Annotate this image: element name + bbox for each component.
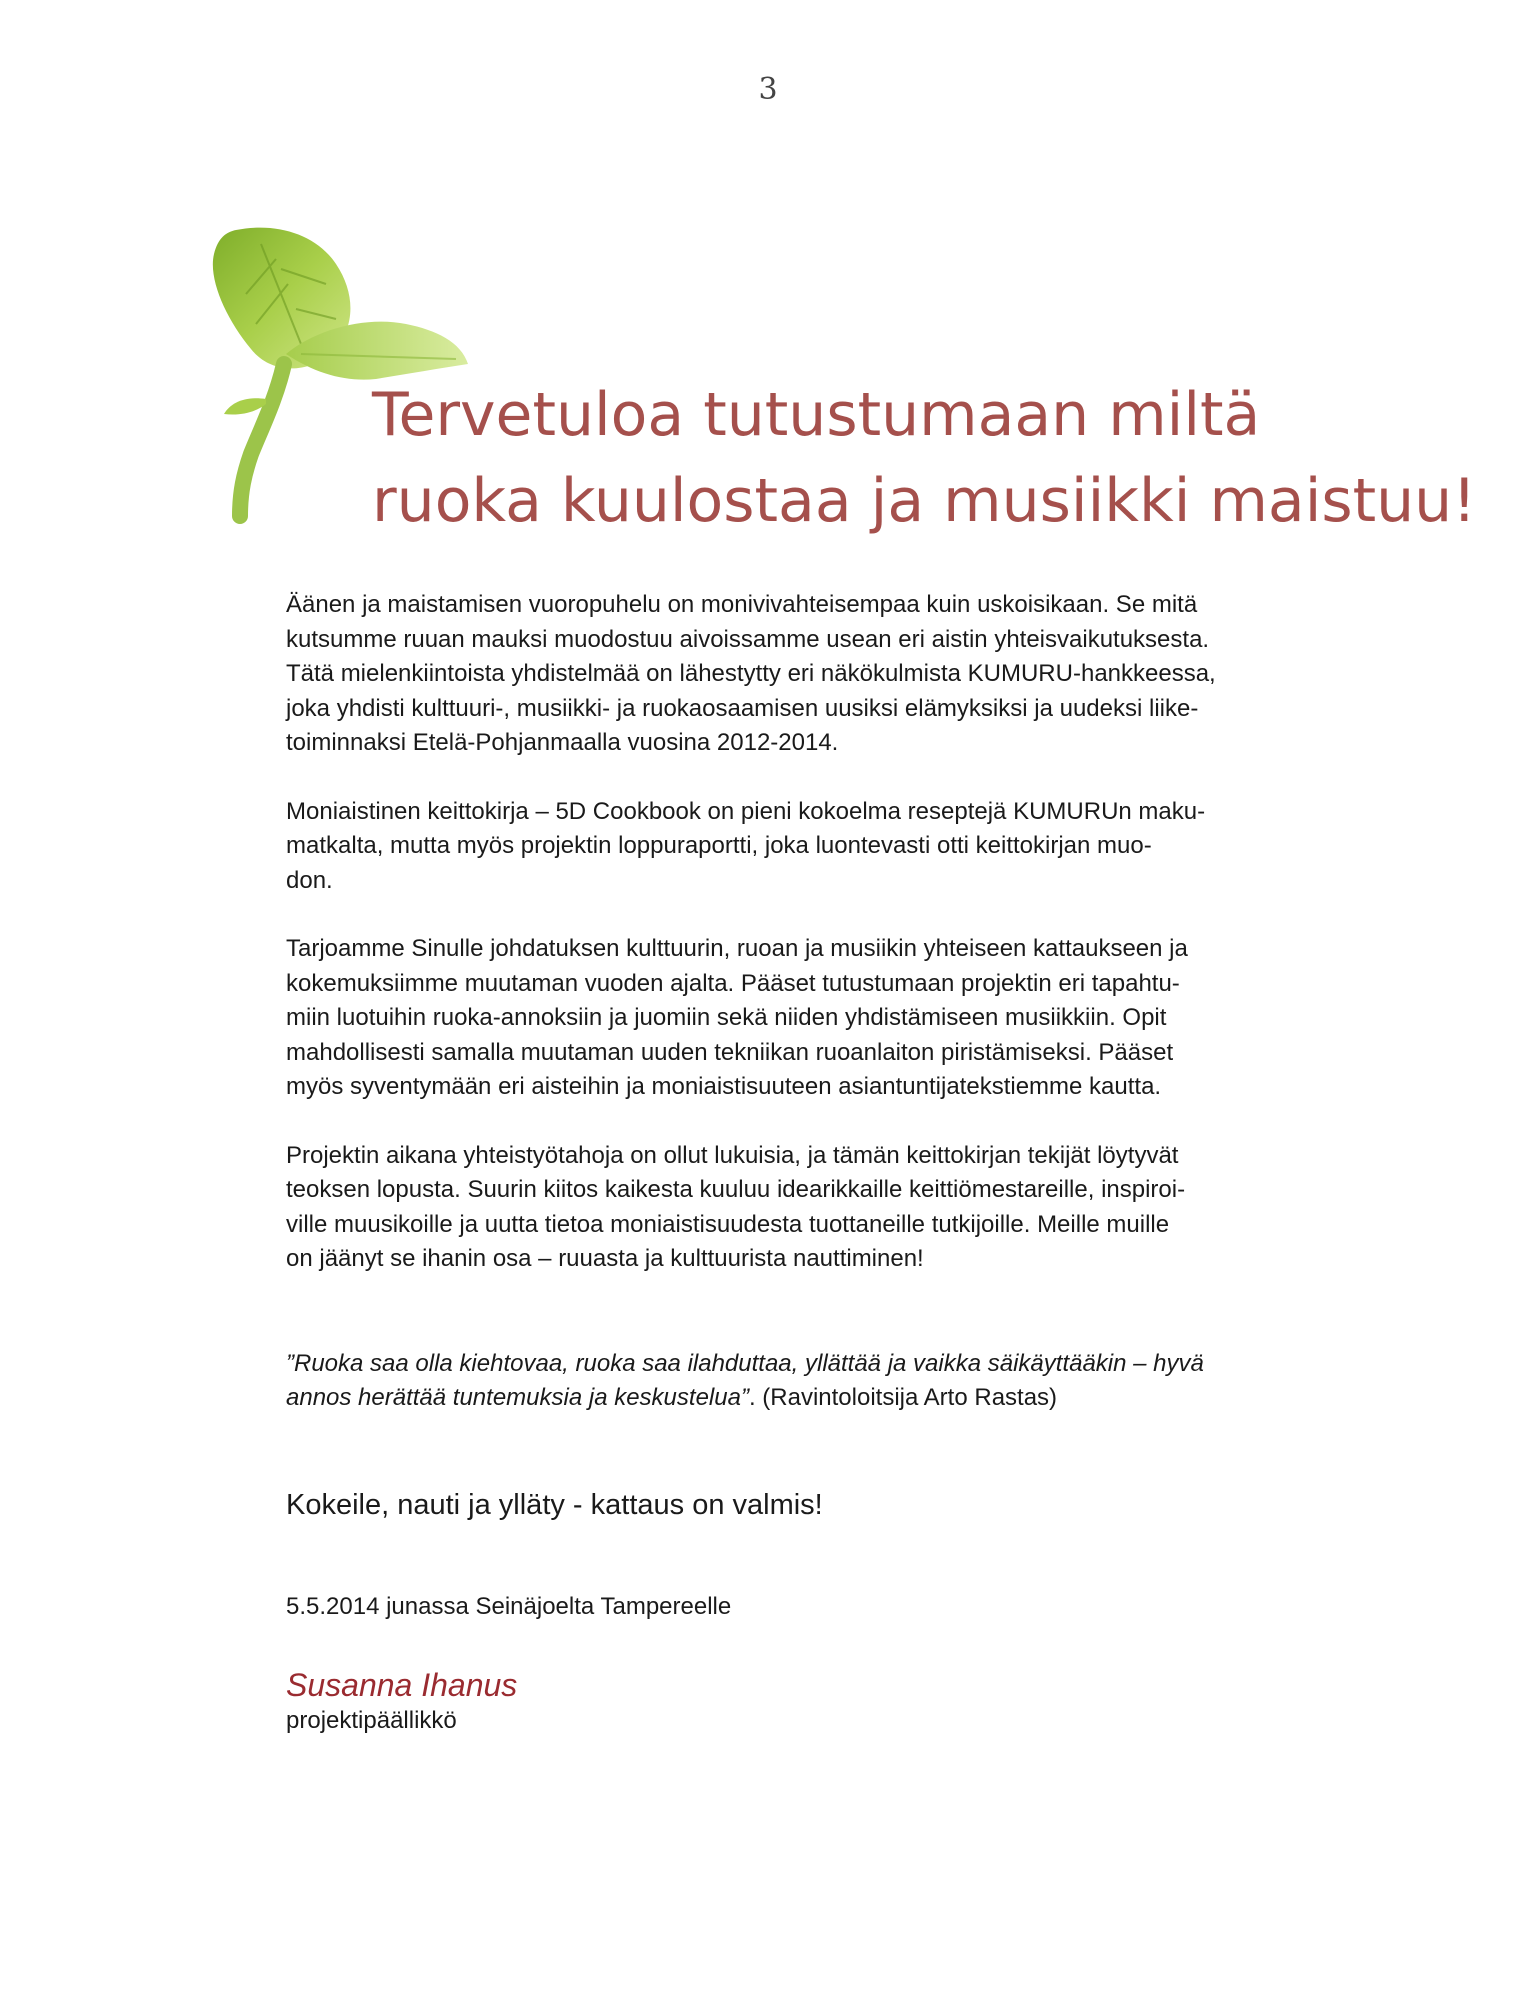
text-line: kutsumme ruuan mauksi muodostuu aivoissamme usean eri aistin yhteisvaikutuksesta.: [286, 625, 1210, 653]
title-line: Tervetuloa tutustumaan miltä: [372, 380, 1261, 450]
quote-text: annos herättää tuntemuksia ja keskustelua”: [286, 1384, 749, 1411]
text-line: toiminnaksi Etelä-Pohjanmaalla vuosina 2012-2014.: [286, 729, 839, 756]
quote-attribution: . (Ravintoloitsija Arto Rastas): [748, 1384, 1058, 1411]
signature-name: Susanna Ihanus: [286, 1666, 518, 1703]
dateline: 5.5.2014 junassa Seinäjoelta Tampereelle: [286, 1593, 732, 1620]
text-line: don.: [286, 866, 333, 894]
text-line: Tätä mielenkiintoista yhdistelmää on lähestytty eri näkökulmista KUMURU-hankkeessa,: [286, 660, 1216, 687]
text-line: matkalta, mutta myös projektin loppuraportti, joka luontevasti otti keittokirjan muo-: [286, 832, 1152, 859]
signature-role: projektipäällikkö: [286, 1706, 457, 1734]
page-number: 3: [758, 72, 778, 107]
text-line: myös syventymään eri aisteihin ja moniaistisuuteen asiantuntijatekstiemme kautta.: [286, 1073, 1162, 1100]
text-line: teoksen lopusta. Suurin kiitos kaikesta kuuluu idearikkaille keittiömestareille, inspiroi-: [286, 1176, 1186, 1203]
title-line: ruoka kuulostaa ja musiikki maistuu!: [372, 466, 1477, 536]
text-line: miin luotuihin ruoka-annoksiin ja juomiin sekä niiden yhdistämiseen musiikkiin. Opit: [286, 1004, 1167, 1031]
paragraph-intro: [286, 588, 1286, 761]
text-line: kokemuksiimme muutaman vuoden ajalta. Pääset tutustumaan projektin eri tapahtu-: [286, 969, 1180, 997]
text-line: ville muusikoille ja uutta tietoa moniaistisuudesta tuottaneille tutkijoille. Meille muille: [286, 1210, 1170, 1238]
paragraph-cookbook: [286, 795, 1286, 899]
text-line: on jäänyt se ihanin osa – ruuasta ja kulttuurista nauttiminen!: [286, 1245, 924, 1272]
page-title: [372, 372, 1492, 544]
quote-block: [286, 1347, 1286, 1416]
text-line: Tarjoamme Sinulle johdatuksen kulttuurin, ruoan ja musiikin yhteiseen kattaukseen ja: [286, 935, 1188, 962]
paragraph-offer: [286, 932, 1286, 1105]
text-line: mahdollisesti samalla muutaman uuden tekniikan ruoanlaiton piristämiseksi. Pääset: [286, 1038, 1174, 1066]
text-line: Moniaistinen keittokirja – 5D Cookbook on pieni kokoelma reseptejä KUMURUn maku-: [286, 797, 1206, 825]
text-line: Äänen ja maistamisen vuoropuhelu on monivivahteisempaa kuin uskoisikaan. Se mitä: [286, 591, 1198, 618]
text-line: Projektin aikana yhteistyötahoja on ollut lukuisia, ja tämän keittokirjan tekijät löytyvät: [286, 1141, 1179, 1169]
paragraph-thanks: [286, 1139, 1286, 1277]
text-line: joka yhdisti kulttuuri-, musiikki- ja ruokaosaamisen uusiksi elämyksiksi ja uudeksi liike-: [286, 694, 1199, 722]
quote-text: ”Ruoka saa olla kiehtovaa, ruoka saa ilahduttaa, yllättää ja vaikka säikäyttääkin – hyvä: [286, 1349, 1204, 1377]
document-body: [286, 588, 1286, 1737]
closing-line: Kokeile, nauti ja ylläty - kattaus on valmis!: [286, 1488, 823, 1521]
